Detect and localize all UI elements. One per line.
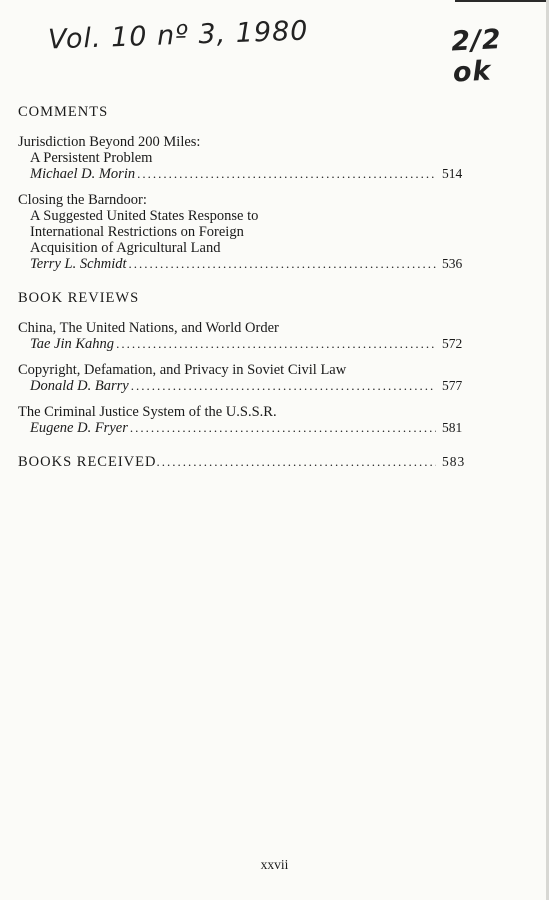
comment-entry <box>18 134 470 182</box>
entry-author-row <box>18 378 470 394</box>
entry-title: Jurisdiction Beyond 200 Miles: <box>18 134 201 150</box>
dot-leader <box>156 454 436 470</box>
entry-subtitle: International Restrictions on Foreign <box>30 224 244 240</box>
review-entry <box>18 362 470 394</box>
entry-page-number: 536 <box>442 256 463 271</box>
review-entry <box>18 320 470 352</box>
entry-page-number: 581 <box>442 420 463 435</box>
entry-title: China, The United Nations, and World Order <box>18 320 279 336</box>
entry-author-row <box>18 256 470 272</box>
dot-leader <box>130 420 436 436</box>
handwritten-volume-note: Vol. 10 nº 3, 1980 <box>47 15 309 56</box>
entry-page-number: 577 <box>442 378 463 393</box>
entry-subtitle: A Persistent Problem <box>30 150 153 166</box>
entry-author-row <box>18 336 470 352</box>
entry-author-row <box>18 166 470 182</box>
entry-author: Tae Jin Kahng <box>30 336 115 352</box>
entry-author: Eugene D. Fryer <box>30 420 128 436</box>
books-received-label: BOOKS RECEIVED <box>18 454 157 470</box>
entry-subtitle: Acquisition of Agricultural Land <box>30 240 221 256</box>
entry-page-number: 572 <box>442 336 463 351</box>
entry-author: Michael D. Morin <box>30 166 136 182</box>
table-of-contents <box>18 104 470 470</box>
comments-heading: COMMENTS <box>18 104 109 120</box>
book-reviews-heading: BOOK REVIEWS <box>18 290 140 306</box>
entry-title: Copyright, Defamation, and Privacy in Soviet Civil Law <box>18 362 347 378</box>
dot-leader <box>131 378 436 394</box>
books-received-page-number: 583 <box>442 454 466 469</box>
entry-author: Terry L. Schmidt <box>30 256 127 272</box>
scan-edge-top <box>455 0 549 2</box>
entry-subtitle: A Suggested United States Response to <box>30 208 259 224</box>
entry-page-number: 514 <box>442 166 463 181</box>
review-entry <box>18 404 470 436</box>
dot-leader <box>129 256 436 272</box>
comment-entry <box>18 192 470 272</box>
dot-leader <box>137 166 436 182</box>
books-received-row <box>18 454 470 470</box>
handwritten-page-note: 2/2 ok <box>450 23 503 89</box>
entry-title: The Criminal Justice System of the U.S.S.R. <box>18 404 277 420</box>
page-folio: xxvii <box>260 857 289 872</box>
entry-author-row <box>18 420 470 436</box>
entry-title: Closing the Barndoor: <box>18 192 147 208</box>
entry-author: Donald D. Barry <box>30 378 129 394</box>
dot-leader <box>116 336 436 352</box>
